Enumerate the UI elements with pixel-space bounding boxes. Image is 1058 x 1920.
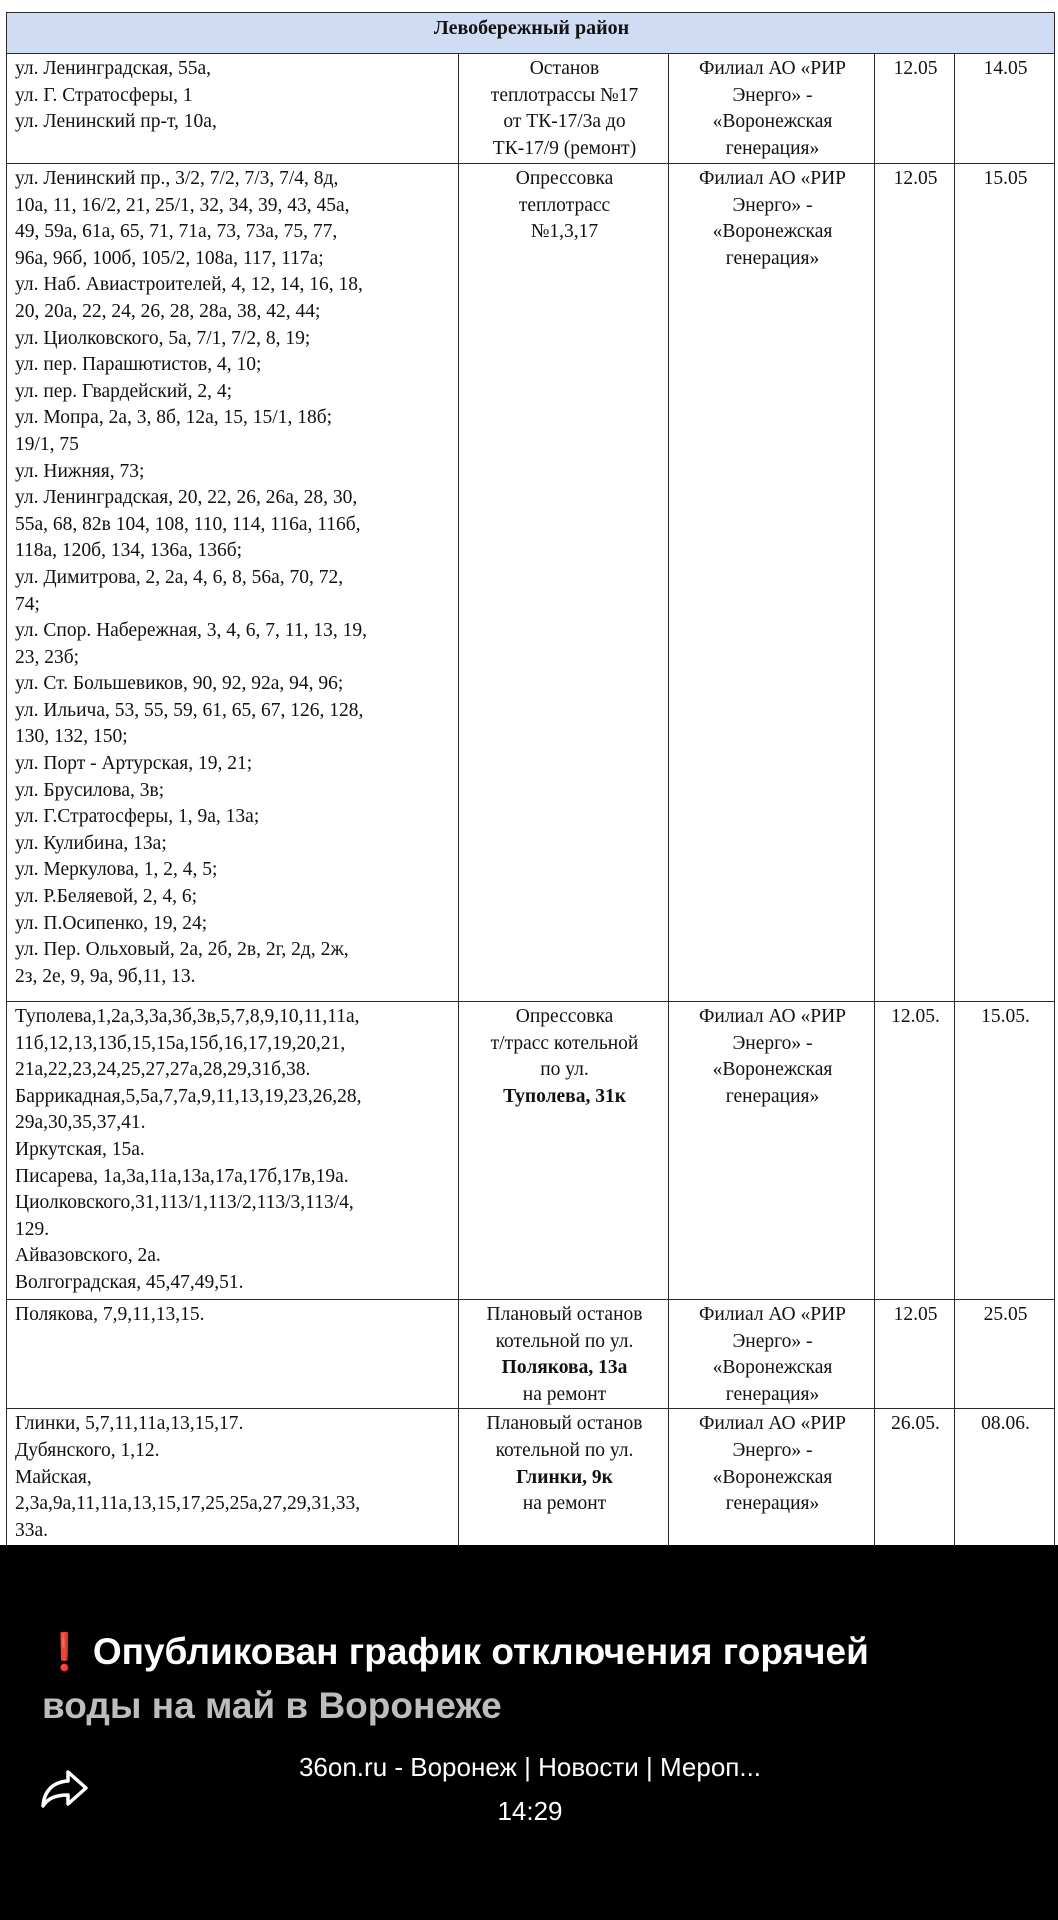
address-line: 129. [15, 1218, 50, 1240]
address-line: ул. Меркулова, 1, 2, 4, 5; [15, 859, 218, 881]
organization-cell [669, 1002, 875, 1300]
address-line: ул. Наб. Авиастроителей, 4, 12, 14, 16, 18, [15, 274, 363, 296]
address-line: 23, 23б; [15, 646, 80, 668]
address-line: ул. Циолковского, 5а, 7/1, 7/2, 8, 19; [15, 327, 311, 349]
source-info[interactable] [200, 1745, 860, 1833]
address-cell [7, 54, 459, 164]
end-date-cell: 15.05 [955, 164, 1055, 1002]
address-line: ул. Г.Стратосферы, 1, 9а, 13а; [15, 806, 260, 828]
organization-line: «Воронежская [712, 1466, 833, 1488]
organization-cell [669, 1300, 875, 1409]
address-line: ул. Ленинградская, 20, 22, 26, 26а, 28, 30, [15, 487, 358, 509]
address-line: 10а, 11, 16/2, 21, 25/1, 32, 34, 39, 43, 45а, [15, 194, 350, 216]
organization-line: Энерго» - [732, 1032, 813, 1054]
address-line: Глинки, 5,7,11,11а,13,15,17. [15, 1413, 244, 1435]
organization-line: генерация» [725, 1383, 820, 1405]
address-line: ул. пер. Парашютистов, 4, 10; [15, 354, 262, 376]
reason-line: Останов [529, 58, 600, 79]
address-line: ул. П.Осипенко, 19, 24; [15, 912, 208, 934]
address-line: 96а, 96б, 100б, 105/2, 108а, 117, 117а; [15, 247, 324, 269]
address-line: ул. Кулибина, 13а; [15, 832, 167, 854]
reason-cell [459, 1409, 669, 1546]
boiler-address: Глинки, 9к [516, 1466, 613, 1488]
organization-line: генерация» [725, 247, 820, 269]
organization-line: генерация» [725, 1493, 820, 1515]
organization-line: «Воронежская [712, 221, 833, 243]
organization-line: Энерго» - [732, 194, 813, 216]
address-line: Полякова, 7,9,11,13,15. [15, 1304, 205, 1325]
table-row [7, 54, 1055, 164]
start-date-cell: 12.05 [875, 54, 955, 164]
reason-line: котельной по ул. [495, 1330, 634, 1352]
post-time: 14:29 [497, 1796, 563, 1826]
reason-cell [459, 1300, 669, 1409]
address-line: ул. Мопра, 2а, 3, 8б, 12а, 15, 15/1, 18б; [15, 407, 333, 429]
reason-line: Плановый останов [486, 1413, 643, 1435]
organization-line: Энерго» - [732, 84, 813, 106]
address-line: 55а, 68, 82в 104, 108, 110, 114, 116а, 116б, [15, 513, 361, 535]
table-row [7, 164, 1055, 1002]
reason-line: теплотрасс [518, 194, 611, 216]
address-line: 130, 132, 150; [15, 726, 128, 748]
table-row [7, 1300, 1055, 1409]
address-line: Туполева,1,2а,3,3а,3б,3в,5,7,8,9,10,11,11а, [15, 1006, 360, 1027]
post-title[interactable] [42, 1625, 1032, 1733]
address-line: ул. Брусилова, 3в; [15, 779, 165, 801]
table-row [7, 1409, 1055, 1546]
reason-line: Опрессовка [515, 1006, 614, 1027]
address-line: ул. пер. Гвардейский, 2, 4; [15, 380, 233, 402]
address-cell [7, 164, 459, 1002]
organization-cell [669, 54, 875, 164]
address-line: 49, 59а, 61а, 65, 71, 71а, 73, 73а, 75, 77, [15, 221, 338, 243]
address-line: Майская, [15, 1466, 92, 1488]
organization-line: Филиал АО «РИР [698, 1413, 847, 1435]
address-line: 20, 20а, 22, 24, 26, 28, 28а, 38, 42, 44; [15, 300, 321, 322]
end-date-cell: 08.06. [955, 1409, 1055, 1546]
organization-line: Энерго» - [732, 1330, 813, 1352]
organization-line: «Воронежская [712, 1059, 833, 1081]
reason-line: Опрессовка [515, 168, 614, 189]
address-line: Писарева, 1а,3а,11а,13а,17а,17б,17в,19а. [15, 1165, 349, 1187]
organization-line: Энерго» - [732, 1439, 813, 1461]
organization-cell [669, 164, 875, 1002]
address-line: Баррикадная,5,5а,7,7а,9,11,13,19,23,26,28, [15, 1085, 362, 1107]
reason-cell [459, 54, 669, 164]
address-line: ул. Ильича, 53, 55, 59, 61, 65, 67, 126, 128, [15, 699, 364, 721]
reason-line: №1,3,17 [530, 221, 599, 243]
address-line: ул. Ст. Большевиков, 90, 92, 92а, 94, 96; [15, 673, 344, 695]
post-title-line2: воды на май в Воронеже [42, 1685, 502, 1726]
reason-line: Плановый останов [486, 1304, 643, 1325]
share-icon[interactable] [38, 1766, 92, 1810]
address-line: 118а, 120б, 134, 136а, 136б; [15, 540, 243, 562]
address-line: 21а,22,23,24,25,27,27а,28,29,31б,38. [15, 1059, 311, 1081]
address-line: ул. Пер. Ольховый, 2а, 2б, 2в, 2г, 2д, 2ж, [15, 939, 349, 961]
reason-line: ТК-17/9 (ремонт) [492, 137, 637, 159]
address-cell [7, 1002, 459, 1300]
address-line: 2з, 2е, 9, 9а, 9б,11, 13. [15, 965, 196, 987]
table-row [7, 1002, 1055, 1300]
organization-line: генерация» [725, 1085, 820, 1107]
start-date-cell: 12.05 [875, 1300, 955, 1409]
reason-line: котельной по ул. [495, 1439, 634, 1461]
end-date-cell: 25.05 [955, 1300, 1055, 1409]
district-title: Левобережный район [7, 13, 1055, 54]
boiler-address: Туполева, 31к [503, 1085, 626, 1107]
address-line: 2,3а,9а,11,11а,13,15,17,25,25а,27,29,31,33, [15, 1493, 361, 1515]
reason-cell [459, 1002, 669, 1300]
post-title-line1: Опубликован график отключения горячей [92, 1631, 869, 1672]
address-cell [7, 1409, 459, 1546]
start-date-cell: 12.05. [875, 1002, 955, 1300]
end-date-cell: 15.05. [955, 1002, 1055, 1300]
address-cell [7, 1300, 459, 1409]
exclamation-icon: ❗ [42, 1631, 87, 1672]
address-line: Иркутская, 15а. [15, 1138, 145, 1160]
address-line: 29а,30,35,37,41. [15, 1112, 146, 1134]
address-line: Айвазовского, 2а. [15, 1245, 161, 1267]
organization-line: «Воронежская [712, 111, 833, 133]
address-line: 11б,12,13,13б,15,15а,15б,16,17,19,20,21, [15, 1032, 346, 1054]
reason-line: теплотрассы №17 [490, 84, 639, 106]
reason-line: на ремонт [522, 1383, 607, 1405]
address-line: ул. Р.Беляевой, 2, 4, 6; [15, 886, 198, 908]
address-line: ул. Ленинский пр-т, 10а, [15, 111, 217, 133]
organization-cell [669, 1409, 875, 1546]
boiler-address: Полякова, 13а [501, 1357, 628, 1379]
reason-cell [459, 164, 669, 1002]
address-line: ул. Нижняя, 73; [15, 460, 145, 482]
source-link[interactable]: 36on.ru - Воронеж | Новости | Мероп... [298, 1752, 762, 1782]
address-line: ул. Ленинский пр., 3/2, 7/2, 7/3, 7/4, 8д, [15, 168, 339, 189]
reason-line: на ремонт [522, 1493, 607, 1515]
reason-line: т/трасс котельной [490, 1032, 639, 1054]
address-line: 74; [15, 593, 40, 615]
organization-line: Филиал АО «РИР [698, 58, 847, 79]
organization-line: «Воронежская [712, 1357, 833, 1379]
address-line: ул. Ленинградская, 55а, [15, 58, 211, 79]
organization-line: генерация» [725, 137, 820, 159]
address-line: 33а. [15, 1519, 49, 1541]
end-date-cell: 14.05 [955, 54, 1055, 164]
address-line: ул. Порт - Артурская, 19, 21; [15, 753, 253, 775]
address-line: ул. Димитрова, 2, 2а, 4, 6, 8, 56а, 70, 72, [15, 566, 344, 588]
table-header-row [7, 13, 1055, 54]
address-line: ул. Г. Стратосферы, 1 [15, 84, 193, 106]
start-date-cell: 12.05 [875, 164, 955, 1002]
address-line: 19/1, 75 [15, 433, 79, 455]
reason-line: по ул. [540, 1059, 589, 1081]
address-line: Волгоградская, 45,47,49,51. [15, 1271, 244, 1293]
reason-line: от ТК-17/3а до [503, 111, 626, 133]
address-line: Дубянского, 1,12. [15, 1439, 160, 1461]
address-line: ул. Спор. Набережная, 3, 4, 6, 7, 11, 13, 19, [15, 620, 367, 642]
start-date-cell: 26.05. [875, 1409, 955, 1546]
organization-line: Филиал АО «РИР [698, 1304, 847, 1325]
organization-line: Филиал АО «РИР [698, 168, 847, 189]
address-line: Циолковского,31,113/1,113/2,113/3,113/4, [15, 1192, 354, 1214]
organization-line: Филиал АО «РИР [698, 1006, 847, 1027]
schedule-table [6, 12, 1055, 1546]
